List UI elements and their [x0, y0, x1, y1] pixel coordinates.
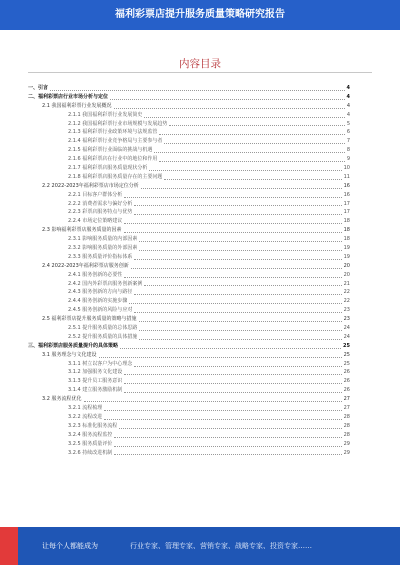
toc-leader-dots	[139, 250, 341, 251]
toc-entry-text: 3.2 服务流程优化	[42, 396, 82, 403]
toc-entry-text: 3.2.6 持续改进机制	[68, 449, 113, 456]
toc-leader-dots	[114, 108, 345, 109]
toc-entry-text: 3.1.4 建立服务激励机制	[68, 387, 123, 394]
toc-leader-dots	[124, 383, 341, 384]
toc-page-number: 18	[343, 227, 350, 234]
toc-entry[interactable]	[28, 164, 350, 173]
toc-page-number: 16	[343, 191, 350, 198]
toc-leader-dots	[124, 223, 341, 224]
toc-page-number: 28	[343, 431, 350, 438]
toc-entry[interactable]	[28, 137, 350, 146]
toc-entry[interactable]	[28, 333, 350, 342]
toc-entry[interactable]	[28, 324, 350, 333]
toc-leader-dots	[164, 179, 341, 180]
toc-entry[interactable]	[28, 200, 350, 209]
toc-entry[interactable]	[28, 351, 350, 360]
toc-entry[interactable]	[28, 288, 350, 297]
toc-entry[interactable]	[28, 449, 350, 458]
toc-entry[interactable]	[28, 244, 350, 253]
report-title: 福利彩票店提升服务质量策略研究报告	[115, 9, 285, 20]
toc-entry[interactable]	[28, 440, 350, 449]
toc-leader-dots	[124, 197, 341, 198]
toc-entry-text: 3.1.3 提升员工服务意识	[68, 378, 123, 385]
toc-page-number: 18	[343, 236, 350, 243]
toc-entry[interactable]	[28, 102, 350, 111]
toc-page-number: 23	[343, 307, 350, 314]
toc-entry[interactable]	[28, 386, 350, 395]
toc-page-number: 16	[343, 182, 350, 189]
toc-page-number: 25	[343, 360, 350, 367]
toc-entry-text: 2.3.3 服务质量评价指标体系	[68, 253, 133, 260]
toc-entry-text: 3.2.1 流程梳理	[68, 405, 103, 412]
toc-entry-text: 2.5 福利彩票店提升服务质量的策略与措施	[42, 316, 137, 323]
report-header-bar	[0, 0, 400, 30]
toc-page-number: 4	[346, 93, 350, 100]
toc-entry[interactable]	[28, 271, 350, 280]
toc-leader-dots	[84, 401, 342, 402]
toc-entry-text: 2.4.4 服务创新的实施步骤	[68, 298, 128, 305]
toc-leader-dots	[134, 366, 341, 367]
toc-entry-text: 2.1.3 福利彩票行业政策环境与法规监管	[68, 129, 158, 136]
toc-page-number: 7	[346, 138, 350, 145]
toc-entry-text: 3.2.3 标准化服务流程	[68, 422, 118, 429]
toc-entry-text: 2.3 影响福利彩票店服务质量的因素	[42, 227, 122, 234]
toc-leader-dots	[120, 348, 341, 349]
toc-entry-text: 2.1.2 我国福利彩票行业市场规模与发展趋势	[68, 120, 168, 127]
toc-entry-text: 2.4.2 国内外彩票店服务创新案例	[68, 280, 143, 287]
toc-entry[interactable]	[28, 262, 350, 271]
toc-entry[interactable]	[28, 395, 350, 404]
toc-page-number: 27	[343, 396, 350, 403]
toc-page-number: 4	[346, 111, 350, 118]
toc-page-number: 18	[343, 218, 350, 225]
toc-leader-dots	[144, 117, 344, 118]
toc-leader-dots	[141, 188, 342, 189]
toc-entry[interactable]	[28, 155, 350, 164]
toc-entry-text: 2.5.2 提升服务质量的具体措施	[68, 333, 138, 340]
toc-leader-dots	[139, 321, 342, 322]
toc-page-number: 19	[343, 245, 350, 252]
toc-entry[interactable]	[28, 369, 350, 378]
toc-page-number: 9	[346, 156, 350, 163]
footer-bar	[0, 527, 400, 565]
toc-entry-text: 3.2.5 服务质量评价	[68, 440, 113, 447]
toc-leader-dots	[99, 357, 342, 358]
toc-leader-dots	[164, 143, 344, 144]
toc-leader-dots	[169, 125, 344, 126]
toc-leader-dots	[139, 339, 341, 340]
toc-entry-text: 2.1.8 福利彩票店服务质量存在的主要问题	[68, 173, 163, 180]
toc-page-number: 28	[343, 422, 350, 429]
toc-entry-text: 2.2 2022-2023年福利彩票店市场定位分析	[42, 182, 139, 189]
toc-entry[interactable]	[28, 342, 350, 351]
toc-leader-dots	[134, 214, 341, 215]
toc-entry-text: 2.2.1 目标客户群体分析	[68, 191, 123, 198]
toc-entry[interactable]	[28, 217, 350, 226]
toc-entry-text: 2.2.3 彩票店服务特点与优势	[68, 209, 133, 216]
toc-page-number: 26	[343, 378, 350, 385]
toc-entry-text: 2.1.4 福利彩票行业竞争格局与主要参与者	[68, 138, 163, 145]
toc-page-number: 27	[343, 405, 350, 412]
footer-tagline: 行业专家、管理专家、营销专家、战略专家、投资专家……	[130, 542, 312, 550]
toc-page-number: 22	[343, 289, 350, 296]
toc-leader-dots	[149, 170, 341, 171]
toc-page-number: 24	[343, 325, 350, 332]
toc-entry-text: 3.1 服务理念与文化建设	[42, 351, 97, 358]
toc-page-number: 23	[343, 316, 350, 323]
toc-entry[interactable]	[28, 431, 350, 440]
toc-entry-text: 二、福利彩票店行业市场分析与定位	[28, 93, 109, 100]
toc-page-number: 6	[346, 129, 350, 136]
toc-page-number: 17	[343, 209, 350, 216]
toc-leader-dots	[124, 277, 341, 278]
toc-entry-text: 2.1.5 福利彩票行业面临的挑战与机遇	[68, 147, 153, 154]
toc-leader-dots	[131, 268, 342, 269]
divider	[28, 72, 372, 73]
toc-entry-text: 2.4.1 服务创新的必要性	[68, 271, 123, 278]
toc-leader-dots	[139, 241, 341, 242]
toc-page-number: 22	[343, 298, 350, 305]
toc-page-number: 25	[343, 342, 350, 349]
toc-entry-text: 三、福利彩票店服务质量提升的具体策略	[28, 342, 119, 349]
toc-page-number: 8	[346, 147, 350, 154]
toc-entry-text: 3.1.2 加强服务文化建设	[68, 369, 123, 376]
toc-entry[interactable]	[28, 360, 350, 369]
toc-entry-text: 2.1 我国福利彩票行业发展概况	[42, 102, 112, 109]
toc-entry-text: 2.4 2022-2023年福利彩票店服务创新	[42, 262, 129, 269]
toc-entry-text: 2.3.1 影响服务质量的内部因素	[68, 236, 138, 243]
toc-leader-dots	[134, 312, 341, 313]
toc-leader-dots	[124, 374, 341, 375]
toc-entry[interactable]	[28, 280, 350, 289]
toc-entry[interactable]	[28, 146, 350, 155]
toc-leader-dots	[124, 392, 341, 393]
toc-entry[interactable]	[28, 413, 350, 422]
toc-entry-text: 2.4.3 服务创新的方向与路径	[68, 289, 133, 296]
toc-entry[interactable]	[28, 306, 350, 315]
toc-page-number: 26	[343, 369, 350, 376]
toc-entry[interactable]	[28, 377, 350, 386]
toc-entry-text: 3.2.2 流程改进	[68, 413, 103, 420]
toc-leader-dots	[50, 90, 345, 91]
toc-entry[interactable]	[28, 93, 350, 102]
toc-page-number: 4	[346, 84, 350, 91]
toc-leader-dots	[129, 303, 341, 304]
footer-accent	[0, 527, 18, 565]
toc-entry-text: 2.2.2 消费者需求与偏好分析	[68, 200, 133, 207]
toc-entry[interactable]	[28, 422, 350, 431]
toc-entry[interactable]	[28, 315, 350, 324]
toc-page-number: 28	[343, 413, 350, 420]
toc-leader-dots	[139, 330, 341, 331]
toc-entry[interactable]	[28, 404, 350, 413]
toc-page-number: 29	[343, 449, 350, 456]
toc-leader-dots	[114, 446, 341, 447]
toc-entry[interactable]	[28, 182, 350, 191]
toc-entry[interactable]	[28, 297, 350, 306]
toc-entry[interactable]	[28, 111, 350, 120]
toc-entry-text: 2.3.2 影响服务质量的外部因素	[68, 245, 138, 252]
toc-leader-dots	[134, 259, 341, 260]
toc-page-number: 24	[343, 333, 350, 340]
toc-entry[interactable]	[28, 128, 350, 137]
toc-page-number: 4	[346, 102, 350, 109]
toc-entry[interactable]	[28, 208, 350, 217]
toc-leader-dots	[104, 410, 341, 411]
toc-leader-dots	[114, 454, 341, 455]
toc-entry[interactable]	[28, 120, 350, 129]
toc-entry-text: 一、引言	[28, 84, 49, 91]
toc-page-number: 21	[343, 280, 350, 287]
toc-leader-dots	[159, 134, 344, 135]
toc-entry[interactable]	[28, 191, 350, 200]
toc-entry[interactable]	[28, 253, 350, 262]
toc-entry-text: 2.5.1 提升服务质量的总体思路	[68, 325, 138, 332]
toc-entry-text: 2.1.1 我国福利彩票行业发展简史	[68, 111, 143, 118]
toc-entry[interactable]	[28, 84, 350, 93]
toc-page-number: 20	[343, 271, 350, 278]
table-of-contents	[28, 84, 350, 457]
toc-entry-text: 3.2.4 服务流程监控	[68, 431, 113, 438]
toc-leader-dots	[134, 205, 341, 206]
toc-page-number: 17	[343, 200, 350, 207]
toc-page-number: 11	[343, 173, 350, 180]
toc-leader-dots	[110, 99, 345, 100]
toc-leader-dots	[134, 294, 341, 295]
toc-leader-dots	[154, 152, 344, 153]
toc-entry[interactable]	[28, 173, 350, 182]
toc-page-number: 5	[346, 120, 350, 127]
toc-leader-dots	[104, 419, 341, 420]
toc-heading: 内容目录	[179, 58, 221, 70]
toc-page-number: 29	[343, 440, 350, 447]
toc-entry[interactable]	[28, 226, 350, 235]
toc-page-number: 25	[343, 351, 350, 358]
toc-page-number: 10	[343, 165, 350, 171]
toc-entry-text: 2.4.5 服务创新的风险与应对	[68, 307, 133, 314]
toc-page-number: 19	[343, 253, 350, 260]
toc-entry[interactable]	[28, 235, 350, 244]
footer-slogan: 让每个人都能成为	[42, 542, 98, 550]
toc-leader-dots	[159, 161, 344, 162]
toc-page-number: 20	[343, 262, 350, 269]
toc-entry-text: 2.1.7 福利彩票店服务质量现状分析	[68, 165, 148, 171]
toc-leader-dots	[114, 437, 341, 438]
toc-leader-dots	[119, 428, 341, 429]
toc-page-number: 26	[343, 387, 350, 394]
toc-entry-text: 2.2.4 市场定位策略建议	[68, 218, 123, 225]
toc-entry-text: 3.1.1 树立以客户为中心理念	[68, 360, 133, 367]
toc-leader-dots	[144, 285, 341, 286]
toc-entry-text: 2.1.6 福利彩票店在行业中的地位和作用	[68, 156, 158, 163]
toc-leader-dots	[124, 232, 342, 233]
